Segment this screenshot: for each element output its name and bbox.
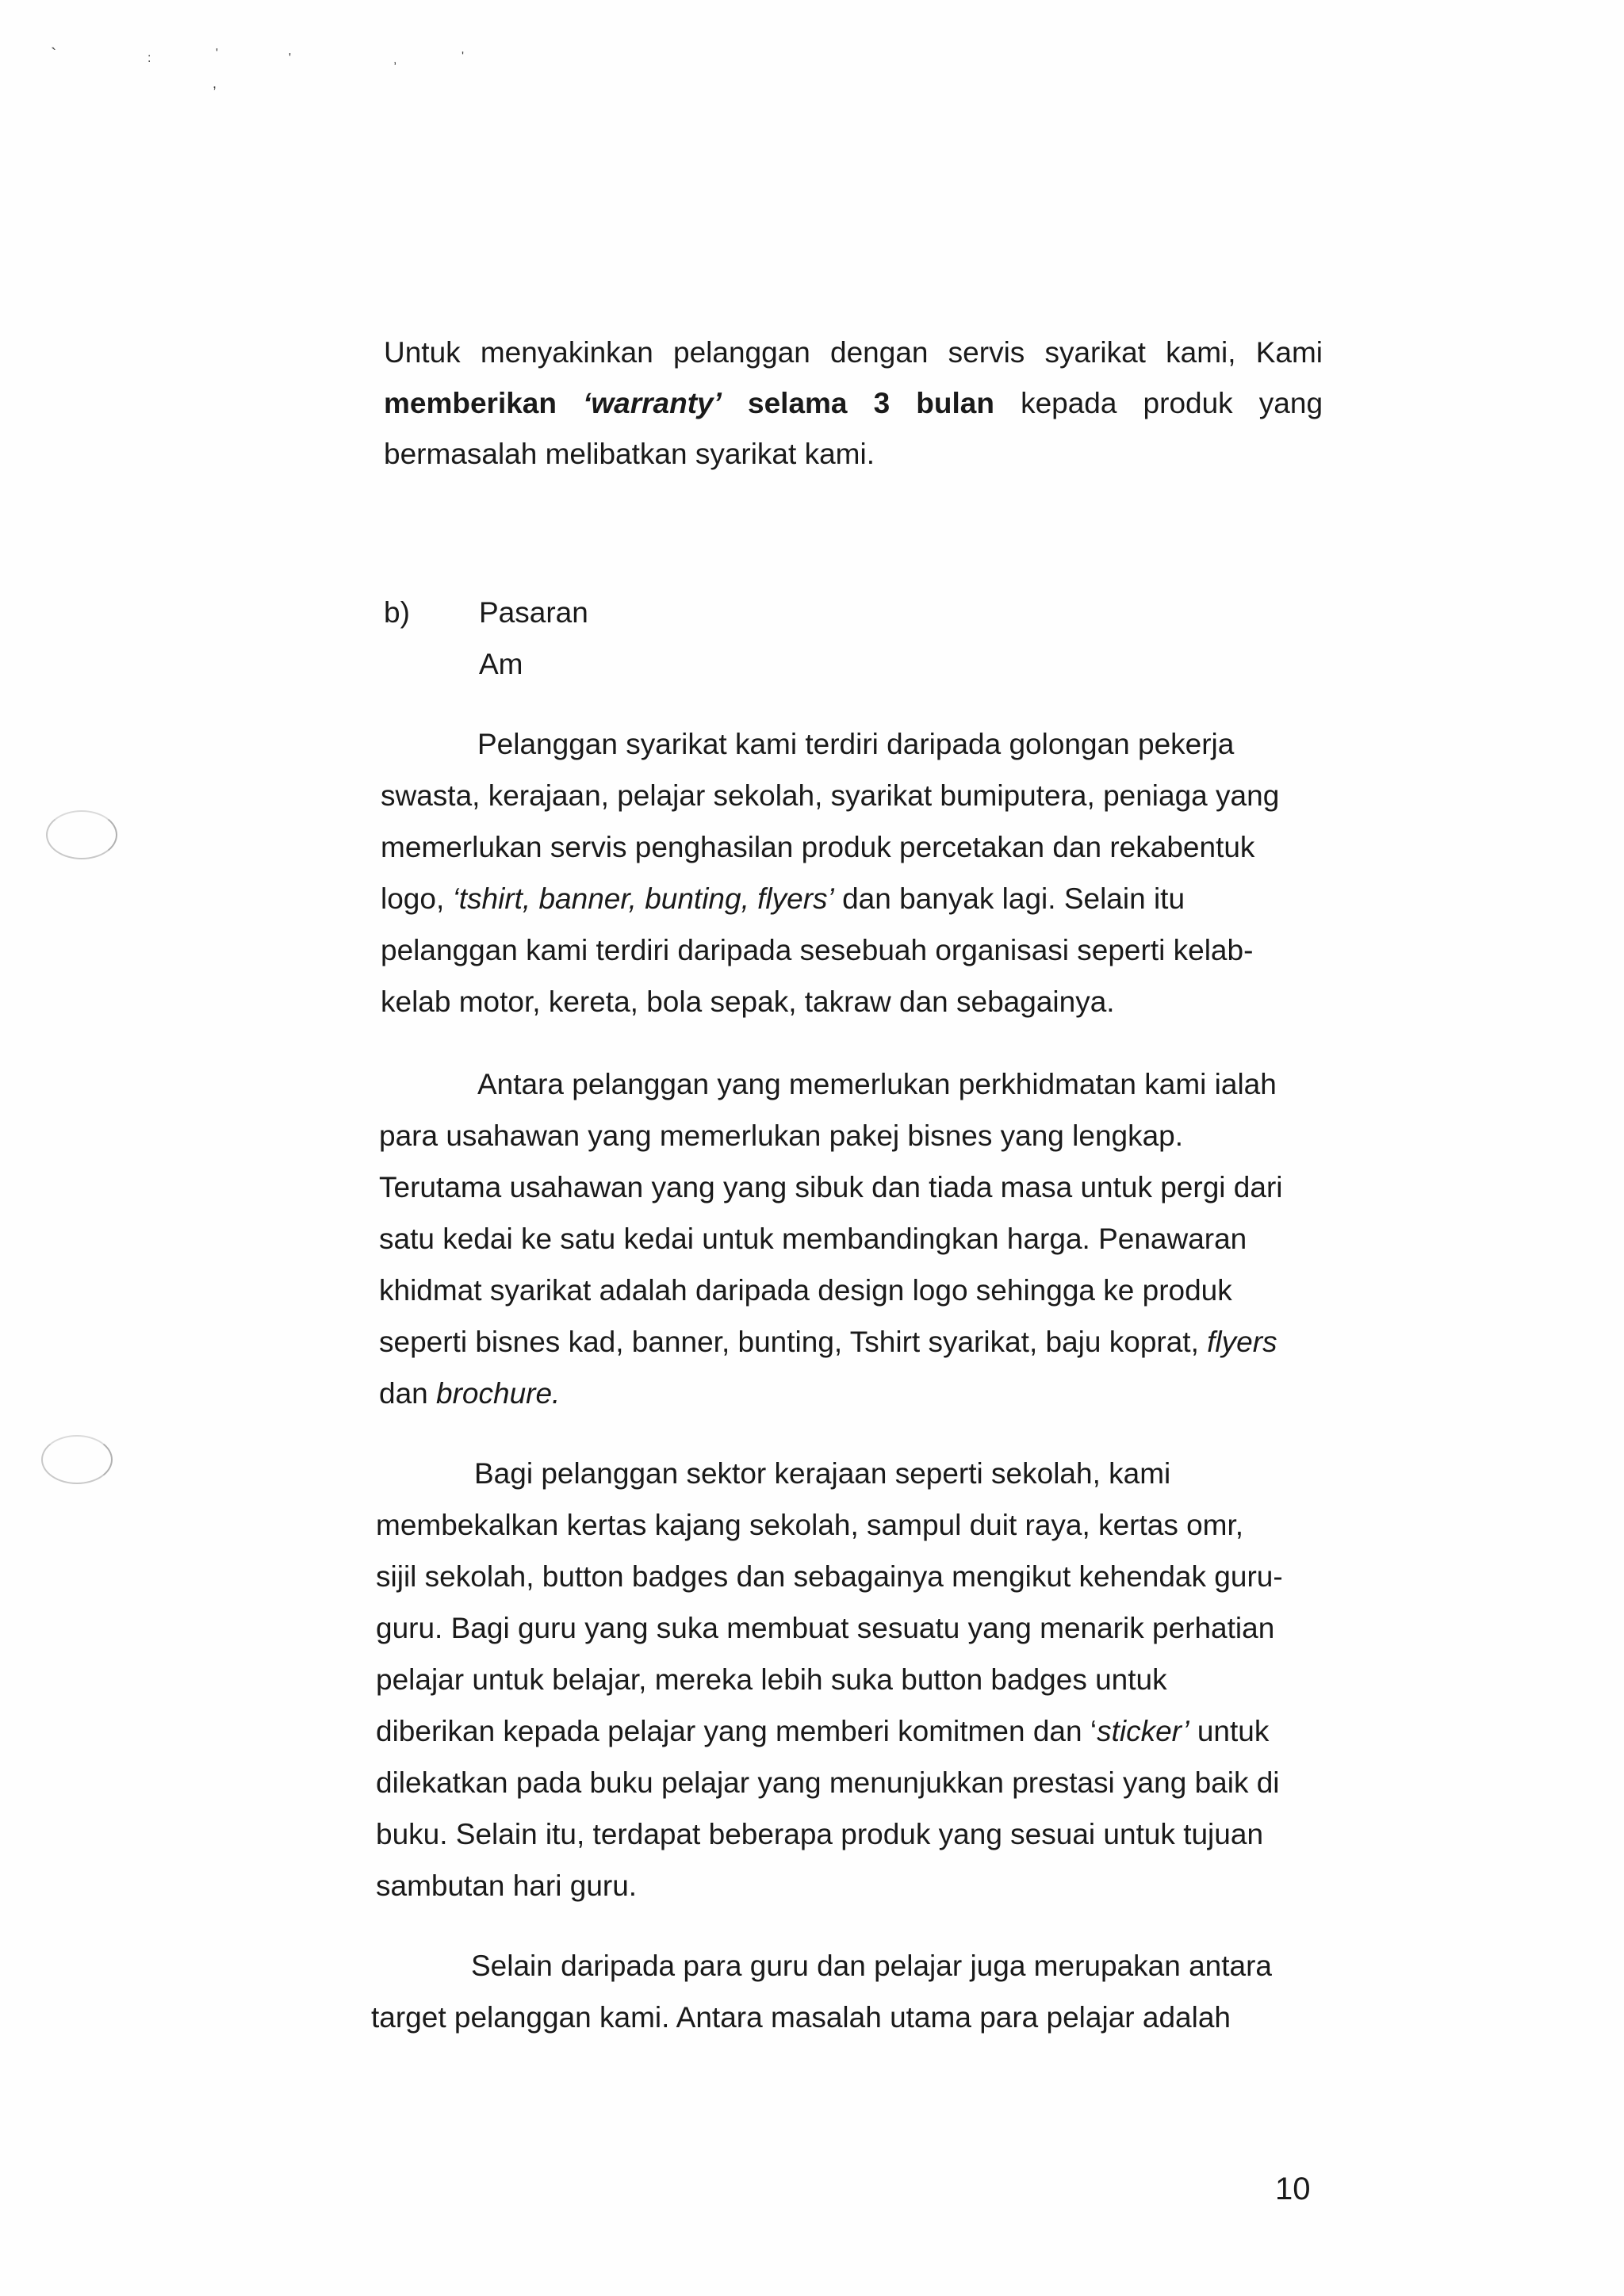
text-line: memerlukan servis penghasilan produk percetakan dan rekabentuk (381, 831, 1255, 863)
text-line: dilekatkan pada buku pelajar yang menunjukkan prestasi yang baik di (376, 1766, 1280, 1799)
scan-speck: ` (51, 44, 57, 64)
text-line: kelab motor, kereta, bola sepak, takraw dan sebagainya. (381, 985, 1115, 1018)
text-line: memberikan ‘warranty’ selama 3 bulan kepada produk yang (384, 387, 1323, 419)
text-line: bermasalah melibatkan syarikat kami. (384, 438, 875, 470)
section-title-line: Pasaran (479, 596, 588, 629)
bold-text: selama 3 bulan (748, 387, 994, 419)
text-line: pelanggan kami terdiri daripada sesebuah organisasi seperti kelab- (381, 934, 1254, 966)
text-line: buku. Selain itu, terdapat beberapa produk yang sesuai untuk tujuan (376, 1818, 1264, 1850)
text-line: Bagi pelanggan sektor kerajaan seperti sekolah, kami (474, 1457, 1171, 1490)
text-line: swasta, kerajaan, pelajar sekolah, syarikat bumiputera, peniaga yang (381, 779, 1280, 812)
text-line: target pelanggan kami. Antara masalah utama para pelajar adalah (371, 2001, 1231, 2034)
punch-hole-mark (46, 810, 117, 859)
text-line: Selain daripada para guru dan pelajar juga merupakan antara (471, 1950, 1272, 1982)
text-line: Antara pelanggan yang memerlukan perkhidmatan kami ialah (477, 1068, 1277, 1100)
page-number: 10 (1275, 2172, 1311, 2206)
text-line: sambutan hari guru. (376, 1869, 638, 1902)
section-label: b) (384, 596, 410, 629)
text-line: sijil sekolah, button badges dan sebagainya mengikut kehendak guru- (376, 1560, 1283, 1593)
scan-speck: ' (462, 50, 465, 63)
italic-text: flyers (1207, 1326, 1277, 1358)
text-line: Pelanggan syarikat kami terdiri daripada golongan pekerja (477, 728, 1235, 760)
scan-speck: ' (289, 52, 292, 65)
italic-text: ‘tshirt, banner, bunting, flyers’ (452, 882, 834, 915)
scan-speck: , (213, 75, 217, 91)
text-line: diberikan kepada pelajar yang memberi komitmen dan ‘sticker’ untuk (376, 1715, 1270, 1747)
text-line: seperti bisnes kad, banner, bunting, Tshirt syarikat, baju koprat, flyers (379, 1326, 1277, 1358)
text-line: membekalkan kertas kajang sekolah, sampul duit raya, kertas omr, (376, 1509, 1244, 1541)
bold-text: ‘warranty’ (583, 387, 722, 419)
text-line: para usahawan yang memerlukan pakej bisnes yang lengkap. (379, 1119, 1184, 1152)
text-line: pelajar untuk belajar, mereka lebih suka button badges untuk (376, 1663, 1167, 1696)
text-line: Untuk menyakinkan pelanggan dengan servis syarikat kami, Kami (384, 336, 1323, 369)
italic-text: sticker’ (1097, 1715, 1189, 1747)
text-line: guru. Bagi guru yang suka membuat sesuatu yang menarik perhatian (376, 1612, 1275, 1644)
scan-speck: : (147, 52, 151, 65)
text-line: Terutama usahawan yang yang sibuk dan tiada masa untuk pergi dari (379, 1171, 1283, 1203)
text-line: dan brochure. (379, 1377, 561, 1410)
text-line: khidmat syarikat adalah daripada design logo sehingga ke produk (379, 1274, 1232, 1307)
italic-text: brochure. (436, 1377, 561, 1410)
scan-speck: , (393, 53, 397, 67)
scan-speck: ' (216, 47, 219, 60)
section-title-line: Am (479, 648, 523, 680)
bold-text: memberikan (384, 387, 557, 419)
text-line: logo, ‘tshirt, banner, bunting, flyers’ dan banyak lagi. Selain itu (381, 882, 1185, 915)
punch-hole-mark (41, 1435, 113, 1484)
text-line: satu kedai ke satu kedai untuk membandingkan harga. Penawaran (379, 1223, 1247, 1255)
